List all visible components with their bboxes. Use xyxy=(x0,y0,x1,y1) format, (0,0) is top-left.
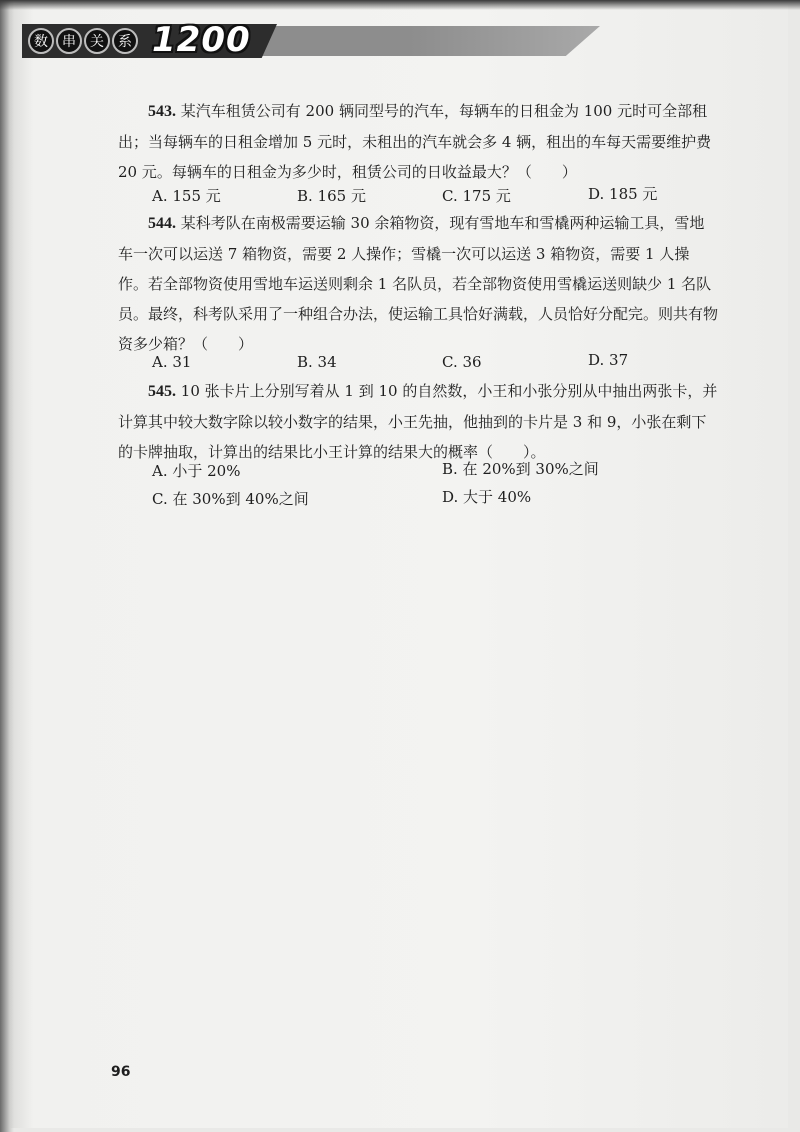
question-number: 543. xyxy=(148,103,176,120)
question-545 xyxy=(118,376,718,467)
question-text: 10 张卡片上分别写着从 1 到 10 的自然数，小王和小张分别从中抽出两张卡，并计算其中较大数字除以较小数字的结果，小王先抽，他抽到的卡片是 3 和 9，小张在剩下的卡牌抽取，计算出的结果比小王计算的结果大的概率（ ）。 xyxy=(118,382,718,461)
title-badge: 关 xyxy=(84,28,110,54)
top-edge-shadow xyxy=(0,0,800,10)
title-badge: 数 xyxy=(28,28,54,54)
question-number: 544. xyxy=(148,215,176,232)
binding-shadow xyxy=(0,0,14,1132)
option-b: B. 在 20%到 30%之间 xyxy=(442,460,599,478)
option-a: A. 155 元 xyxy=(152,187,221,205)
option-c: C. 在 30%到 40%之间 xyxy=(152,490,309,508)
option-d: D. 大于 40% xyxy=(442,488,532,506)
question-543 xyxy=(118,96,718,187)
option-d: D. 185 元 xyxy=(588,185,658,203)
option-a: A. 31 xyxy=(152,353,192,371)
option-c: C. 36 xyxy=(442,353,482,371)
question-number: 545. xyxy=(148,383,176,400)
option-c: C. 175 元 xyxy=(442,187,511,205)
option-b: B. 34 xyxy=(297,353,337,371)
header-title-badges xyxy=(28,28,138,54)
question-544 xyxy=(118,208,718,359)
title-badge: 系 xyxy=(112,28,138,54)
title-badge: 串 xyxy=(56,28,82,54)
option-b: B. 165 元 xyxy=(297,187,366,205)
question-text: 某科考队在南极需要运输 30 余箱物资，现有雪地车和雪橇两种运输工具，雪地车一次可以运送 7 箱物资，需要 2 人操作；雪橇一次可以运送 3 箱物资，需要 1 人操作。若全部物资使用雪地车运送则剩余 1 名队员，若全部物资使用雪橇运送则缺少 1 名队员。最终，科考队采用了一种组合办法，使运输工具恰好满载，人员恰好分配完。则共有物资多少箱？（ ） xyxy=(118,214,719,353)
option-a: A. 小于 20% xyxy=(152,462,241,480)
page-number: 96 xyxy=(111,1064,131,1080)
header-number: 1200 xyxy=(152,20,251,60)
option-d: D. 37 xyxy=(588,351,629,369)
question-text: 某汽车租赁公司有 200 辆同型号的汽车，每辆车的日租金为 100 元时可全部租出；当每辆车的日租金增加 5 元时，未租出的汽车就会多 4 辆，租出的车每天需要维护费 20 元。每辆车的日租金为多少时，租赁公司的日收益最大？（ ） xyxy=(118,102,712,181)
